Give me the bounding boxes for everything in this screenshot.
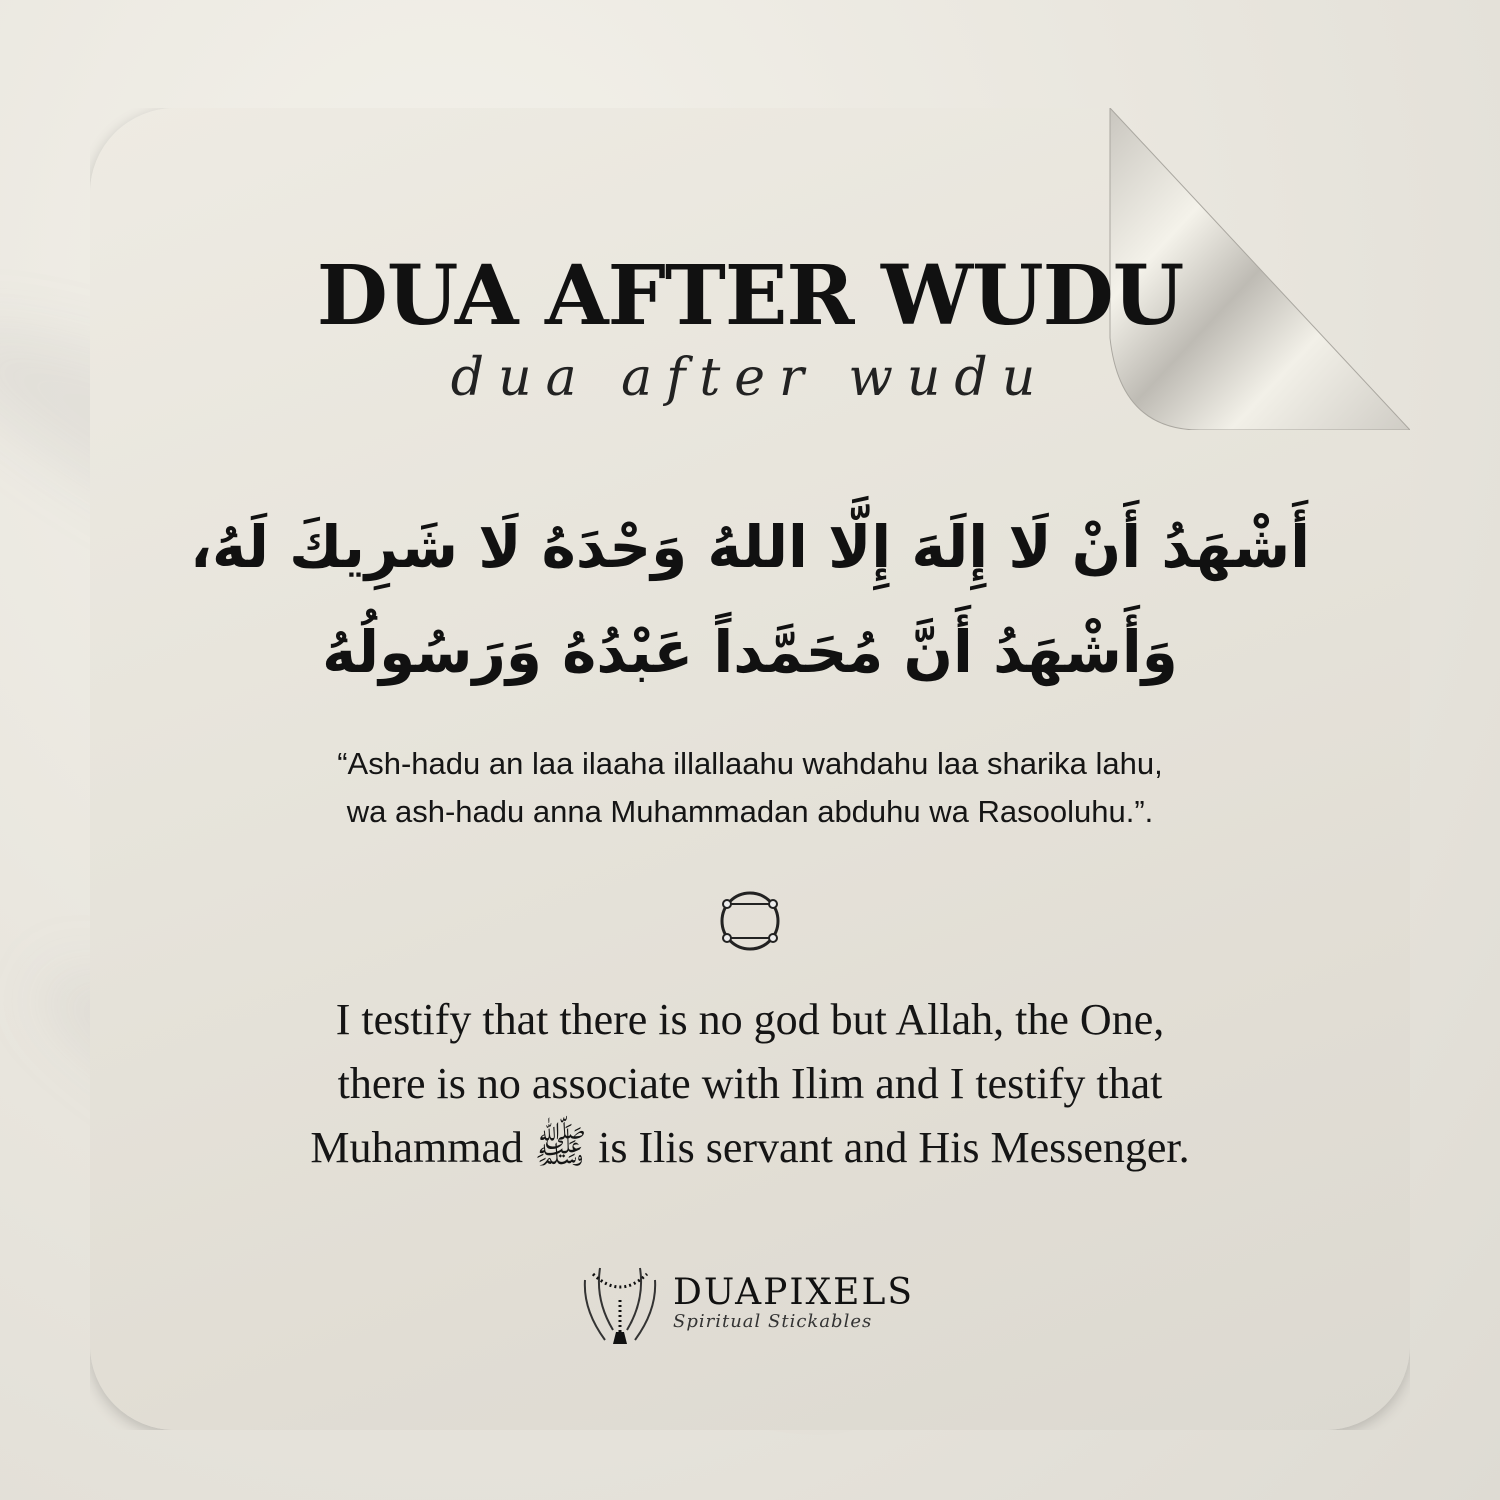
brand-tagline: Spiritual Stickables	[673, 1310, 873, 1332]
translation-line-3: Muhammad ﷺ is Ilis servant and His Messenger.	[310, 1123, 1190, 1172]
translation	[90, 988, 1410, 1180]
arabic-line-1: أَشْهَدُ أَنْ لَا إِلَهَ إِلَّا اللهُ وَحْدَهُ لَا شَرِيكَ لَهُ،	[189, 513, 1311, 581]
praying-hands-icon	[575, 1260, 665, 1346]
translation-line-2: there is no associate with Ilim and I testify that	[337, 1059, 1163, 1108]
transliteration	[90, 740, 1410, 836]
arabic-line-2: وَأَشْهَدُ أَنَّ مُحَمَّداً عَبْدُهُ وَرَسُولُهُ	[322, 618, 1178, 686]
ornament-divider-icon	[715, 886, 785, 956]
translation-line-1: I testify that there is no god but Allah, the One,	[335, 995, 1165, 1044]
subtitle-script: dua after wudu	[450, 348, 1050, 408]
brand-name: DUAPIXELS	[673, 1271, 915, 1313]
transliteration-line-2: wa ash-hadu anna Muhammadan abduhu wa Rasooluhu.”.	[346, 794, 1154, 829]
transliteration-line-1: “Ash-hadu an laa ilaaha illallaahu wahdahu laa sharika lahu,	[337, 746, 1163, 781]
brand-logo	[575, 1260, 914, 1346]
title: DUA AFTER WUDU	[316, 248, 1184, 344]
